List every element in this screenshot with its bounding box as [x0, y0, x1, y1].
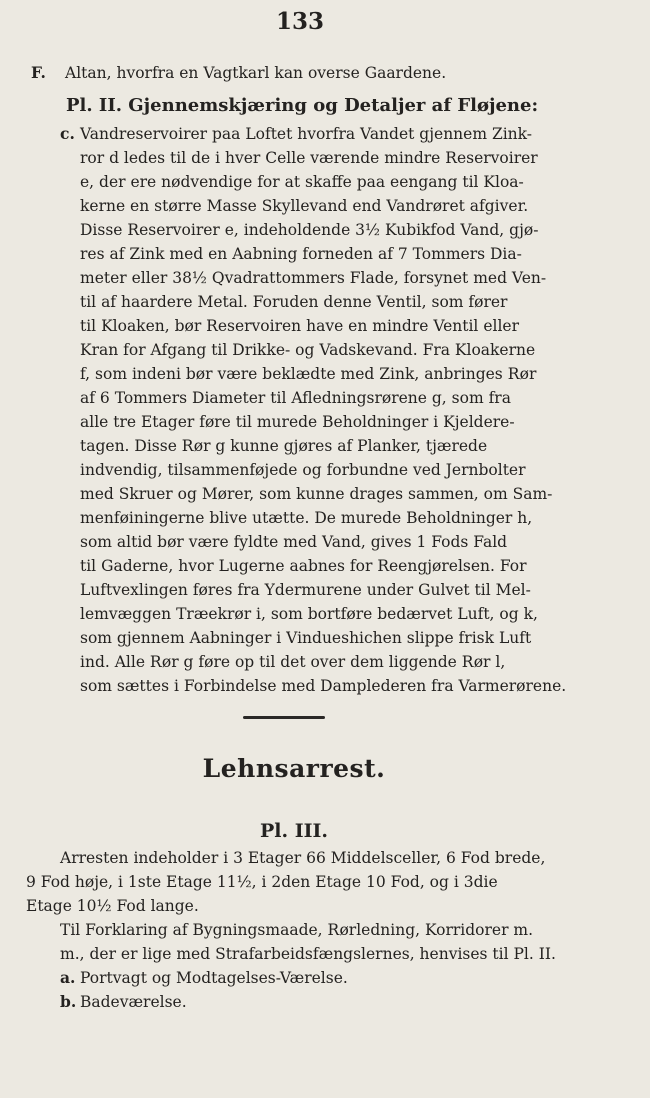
- body-line: lemvæggen Træekrør i, som bortføre bedærvet Luft, og k,: [80, 605, 538, 623]
- item-b-text: Badeværelse.: [80, 993, 187, 1011]
- body-line: med Skruer og Mører, som kunne drages sammen, om Sam-: [80, 485, 553, 503]
- body-line: m., der er lige med Strafarbeidsfængslernes, henvises til Pl. II.: [60, 945, 556, 963]
- item-f-text: Altan, hvorfra en Vagtkarl kan overse Gaardene.: [65, 64, 447, 82]
- plate2-heading: Pl. II. Gjennemskjæring og Detaljer af Fløjene:: [66, 95, 539, 116]
- item-b-marker: b.: [60, 992, 77, 1011]
- body-line: til Kloaken, bør Reservoiren have en mindre Ventil eller: [80, 317, 519, 335]
- body-line: kerne en større Masse Skyllevand end Vandrøret afgiver.: [80, 197, 529, 215]
- body-line: Kran for Afgang til Drikke- og Vadskevand. Fra Kloakerne: [80, 341, 536, 359]
- body-line: res af Zink med en Aabning forneden af 7 Tommers Dia-: [80, 245, 522, 263]
- body-line: som sættes i Forbindelse med Damplederen fra Varmerørene.: [80, 677, 567, 695]
- body-line: Til Forklaring af Bygningsmaade, Rørledning, Korridorer m.: [60, 921, 534, 939]
- body-line: 9 Fod høje, i 1ste Etage 11½, i 2den Etage 10 Fod, og i 3die: [26, 873, 498, 891]
- body-line: som gjennem Aabninger i Vindueshichen slippe frisk Luft: [80, 629, 532, 647]
- body-line: f, som indeni bør være beklædte med Zink, anbringes Rør: [80, 365, 537, 383]
- page-number: 133: [275, 8, 324, 35]
- body-line: til Gaderne, hvor Lugerne aabnes for Reengjørelsen. For: [80, 557, 527, 575]
- body-line: ror d ledes til de i hver Celle værende mindre Reservoirer: [80, 149, 538, 167]
- body-line: tagen. Disse Rør g kunne gjøres af Planker, tjærede: [80, 437, 488, 455]
- item-a-text: Portvagt og Modtagelses-Værelse.: [80, 969, 348, 987]
- plate3-heading: Pl. III.: [259, 820, 328, 842]
- body-line: menføiningerne blive utætte. De murede Beholdninger h,: [80, 509, 533, 527]
- body-line: ind. Alle Rør g føre op til det over dem liggende Rør l,: [80, 653, 506, 671]
- body-line: som altid bør være fyldte med Vand, gives 1 Fods Fald: [80, 533, 508, 551]
- body-line: Luftvexlingen føres fra Ydermurene under Gulvet til Mel-: [80, 581, 531, 599]
- item-c-marker: c.: [60, 124, 75, 143]
- body-line: Disse Reservoirer e, indeholdende 3½ Kubikfod Vand, gjø-: [80, 221, 539, 239]
- body-line: indvendig, tilsammenføjede og forbundne ved Jernbolter: [80, 461, 526, 479]
- body-line: e, der ere nødvendige for at skaffe paa eengang til Kloa-: [80, 173, 524, 191]
- body-line: til af haardere Metal. Foruden denne Ventil, som fører: [80, 293, 508, 311]
- section-divider: [243, 716, 325, 719]
- body-line: alle tre Etager føre til murede Beholdninger i Kjeldere-: [80, 413, 515, 431]
- body-line: af 6 Tommers Diameter til Afledningsrørene g, som fra: [80, 389, 511, 407]
- item-f-marker: F.: [31, 63, 46, 82]
- item-a-marker: a.: [60, 968, 76, 987]
- body-line: Arresten indeholder i 3 Etager 66 Middelsceller, 6 Fod brede,: [60, 849, 546, 867]
- section-title: Lehnsarrest.: [202, 754, 386, 783]
- body-line: meter eller 38½ Qvadrattommers Flade, forsynet med Ven-: [80, 269, 547, 287]
- body-line: Etage 10½ Fod lange.: [26, 897, 199, 915]
- body-line: Vandreservoirer paa Loftet hvorfra Vandet gjennem Zink-: [80, 125, 533, 143]
